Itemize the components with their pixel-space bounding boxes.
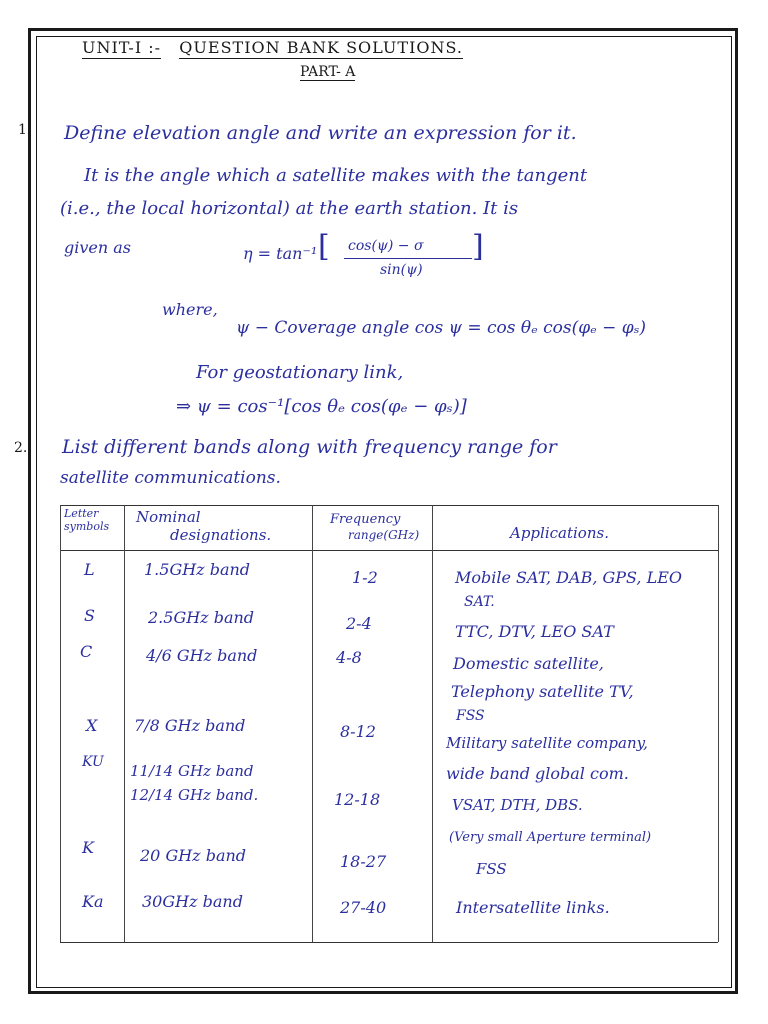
row-app-line: FSS: [476, 860, 507, 878]
row-app-line: TTC, DTV, LEO SAT: [455, 622, 614, 641]
answer-1-line-1: It is the angle which a satellite makes with the tangent: [84, 165, 588, 186]
row-freq: 27-40: [340, 898, 387, 917]
row-app-line: VSAT, DTH, DBS.: [452, 796, 583, 814]
row-letter: K: [82, 838, 94, 857]
formula-lhs: η = tan⁻¹: [243, 244, 318, 263]
table-top-rule: [60, 505, 718, 506]
row-app-line: Military satellite company,: [446, 734, 648, 752]
row-app-line: wide band global com.: [446, 764, 629, 783]
formula-numerator: cos(ψ) − σ: [348, 238, 424, 254]
geostationary-formula: ⇒ ψ = cos⁻¹[cos θₑ cos(φₑ − φₛ)]: [176, 396, 467, 417]
row-letter: L: [84, 560, 95, 579]
row-letter: X: [86, 716, 98, 735]
header-freq-line-2: range(GHz): [348, 528, 420, 542]
question-2-number: 2.: [14, 440, 28, 456]
page-title: QUESTION BANK SOLUTIONS.: [179, 38, 463, 57]
row-app-line: SAT.: [464, 594, 495, 610]
formula-denominator: sin(ψ): [380, 262, 423, 278]
row-letter: S: [84, 606, 95, 625]
row-nominal: 4/6 GHz band: [146, 646, 258, 665]
row-freq: 18-27: [340, 852, 387, 871]
question-2-line-1: List different bands along with frequency range for: [62, 436, 557, 458]
question-1-text: Define elevation angle and write an expression for it.: [64, 122, 577, 144]
table-col-sep-0: [60, 505, 61, 942]
row-app-line: Telephony satellite TV,: [451, 682, 634, 701]
header-freq-line-1: Frequency: [330, 512, 401, 527]
row-nominal: 1.5GHz band: [144, 560, 251, 579]
answer-1-line-2: (i.e., the local horizontal) at the earth station. It is: [60, 198, 519, 219]
header-applications: Applications.: [510, 524, 609, 542]
header-letter-line-2: symbols: [64, 520, 110, 533]
row-nominal: 30GHz band: [142, 892, 243, 911]
coverage-angle-formula: ψ − Coverage angle cos ψ = cos θₑ cos(φₑ − φₛ): [236, 318, 647, 338]
header-nominal-line-1: Nominal: [136, 508, 201, 526]
row-freq: 12-18: [334, 790, 381, 809]
question-1-number: 1.: [18, 122, 32, 138]
part-label: PART- A: [300, 64, 356, 80]
row-freq: 4-8: [336, 648, 362, 667]
row-app-line: FSS: [456, 708, 485, 724]
page-header: [82, 38, 463, 57]
row-freq: 1-2: [352, 568, 378, 587]
row-letter: KU: [82, 754, 104, 770]
row-freq: 2-4: [346, 614, 372, 633]
row-letter: C: [80, 642, 93, 661]
row-freq: 8-12: [340, 722, 376, 741]
where-text: where,: [162, 300, 218, 319]
given-as-text: given as: [64, 238, 132, 257]
table-bottom-rule: [60, 942, 718, 943]
formula-fraction-bar: [344, 258, 472, 259]
row-app-line: (Very small Aperture terminal): [449, 830, 652, 845]
row-nominal: 11/14 GHz band: [130, 762, 254, 780]
row-app-line: Mobile SAT, DAB, GPS, LEO: [455, 568, 683, 587]
formula-right-bracket: ]: [472, 229, 484, 264]
row-app-line: Domestic satellite,: [453, 654, 604, 673]
row-app-line: Intersatellite links.: [456, 898, 610, 917]
row-letter: Ka: [82, 892, 104, 911]
formula-left-bracket: [: [318, 229, 330, 264]
table-header-rule: [60, 550, 718, 551]
row-nominal: 2.5GHz band: [148, 608, 255, 627]
table-col-sep-1: [124, 505, 125, 942]
header-nominal-line-2: designations.: [170, 526, 272, 544]
row-nominal: 7/8 GHz band: [134, 716, 246, 735]
geostationary-text: For geostationary link,: [196, 362, 404, 383]
unit-label: UNIT-I :-: [82, 38, 162, 57]
row-nominal: 20 GHz band: [140, 846, 247, 865]
header-letter-line-1: Letter: [64, 507, 99, 520]
table-col-sep-4: [718, 505, 719, 942]
row-nominal-2: 12/14 GHz band.: [130, 786, 259, 804]
table-col-sep-2: [312, 505, 313, 942]
table-col-sep-3: [432, 505, 433, 942]
question-2-line-2: satellite communications.: [60, 468, 281, 488]
